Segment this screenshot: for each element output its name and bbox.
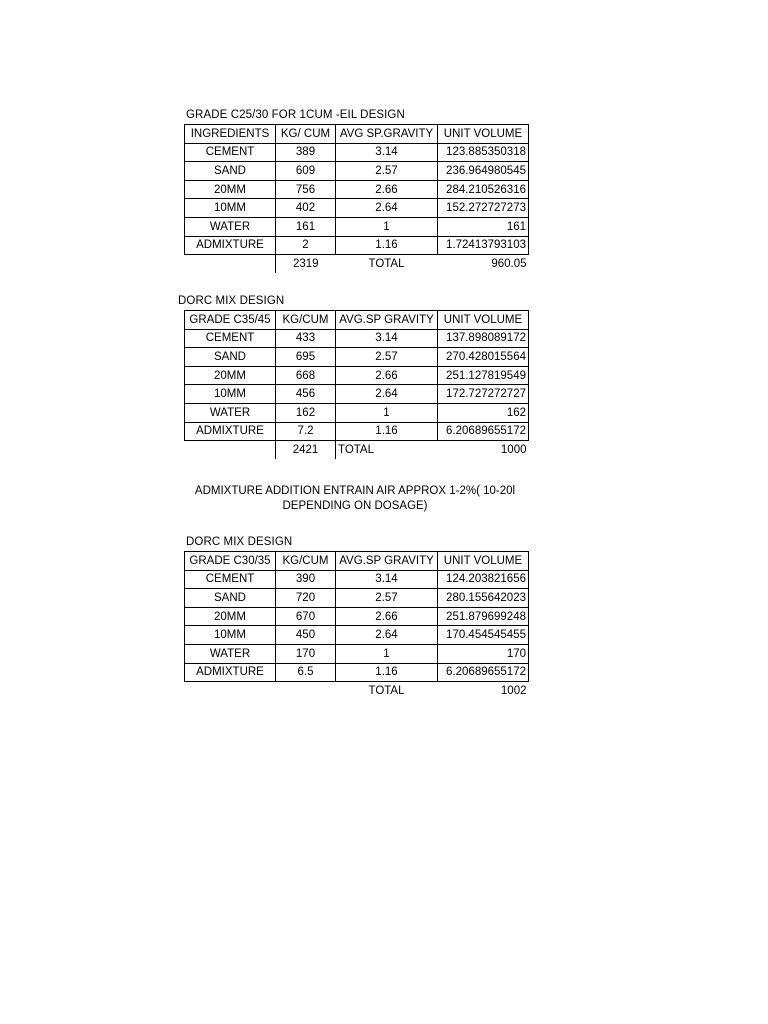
mix-design-table-c35-45 bbox=[184, 310, 529, 459]
table-row bbox=[185, 366, 529, 385]
column-header: INGREDIENTS bbox=[185, 125, 276, 144]
note-line: DEPENDING ON DOSAGE) bbox=[282, 500, 428, 512]
column-header: AVG.SP GRAVITY bbox=[336, 311, 438, 330]
table2-caption: DORC MIX DESIGN bbox=[178, 295, 285, 307]
kg-cell: 456 bbox=[276, 385, 336, 404]
empty-cell bbox=[185, 682, 276, 700]
ingredient-cell: SAND bbox=[185, 348, 276, 367]
volume-cell: 236.964980545 bbox=[438, 162, 529, 181]
total-label: TOTAL bbox=[368, 257, 405, 270]
volume-cell: 162 bbox=[438, 403, 529, 422]
table-row bbox=[185, 403, 529, 422]
ingredient-cell: 20MM bbox=[185, 607, 276, 626]
volume-cell: 1.72413793103 bbox=[438, 236, 529, 255]
volume-cell: 251.127819549 bbox=[438, 366, 529, 385]
total-kg: 2421 bbox=[276, 441, 336, 459]
table-row bbox=[185, 162, 529, 181]
gravity-cell: 1 bbox=[336, 644, 438, 663]
kg-cell: 609 bbox=[276, 162, 336, 181]
table-row bbox=[185, 385, 529, 404]
total-row bbox=[185, 255, 529, 273]
kg-cell: 668 bbox=[276, 366, 336, 385]
kg-cell: 162 bbox=[276, 403, 336, 422]
ingredient-cell: CEMENT bbox=[185, 570, 276, 589]
volume-cell: 123.885350318 bbox=[438, 143, 529, 162]
ingredient-cell: WATER bbox=[185, 644, 276, 663]
table-row bbox=[185, 644, 529, 663]
kg-cell: 433 bbox=[276, 329, 336, 348]
gravity-cell: 2.64 bbox=[336, 385, 438, 404]
volume-cell: 6.20689655172 bbox=[438, 663, 529, 682]
gravity-cell: 2.64 bbox=[336, 199, 438, 218]
gravity-cell: 3.14 bbox=[336, 143, 438, 162]
gravity-cell: 1.16 bbox=[336, 663, 438, 682]
volume-cell: 170.454545455 bbox=[438, 626, 529, 645]
gravity-cell: 2.57 bbox=[336, 589, 438, 608]
total-label: TOTAL bbox=[368, 684, 405, 697]
table-row bbox=[185, 607, 529, 626]
volume-cell: 6.20689655172 bbox=[438, 422, 529, 441]
table-row bbox=[185, 180, 529, 199]
admixture-note bbox=[180, 484, 530, 514]
kg-cell: 402 bbox=[276, 199, 336, 218]
column-header: GRADE C30/35 bbox=[185, 552, 276, 571]
table-row bbox=[185, 626, 529, 645]
ingredient-cell: CEMENT bbox=[185, 329, 276, 348]
kg-cell: 7.2 bbox=[276, 422, 336, 441]
total-row bbox=[185, 682, 529, 700]
column-header: UNIT VOLUME bbox=[438, 125, 529, 144]
gravity-cell: 3.14 bbox=[336, 570, 438, 589]
table-row bbox=[185, 329, 529, 348]
gravity-cell: 2.66 bbox=[336, 607, 438, 626]
total-volume: 1002 bbox=[500, 684, 527, 697]
kg-cell: 390 bbox=[276, 570, 336, 589]
gravity-cell: 2.66 bbox=[336, 366, 438, 385]
kg-cell: 170 bbox=[276, 644, 336, 663]
volume-cell: 152.272727273 bbox=[438, 199, 529, 218]
total-row bbox=[185, 441, 529, 459]
note-line: ADMIXTURE ADDITION ENTRAIN AIR APPROX 1-2%( 10-20l bbox=[194, 485, 516, 497]
gravity-cell: 1.16 bbox=[336, 236, 438, 255]
column-header: KG/CUM bbox=[276, 552, 336, 571]
mix-design-table-c25-30 bbox=[184, 124, 529, 273]
table-row bbox=[185, 589, 529, 608]
empty-cell bbox=[185, 441, 276, 459]
kg-cell: 450 bbox=[276, 626, 336, 645]
kg-cell: 695 bbox=[276, 348, 336, 367]
table-row bbox=[185, 422, 529, 441]
total-volume: 960.05 bbox=[491, 257, 527, 270]
table-header-row bbox=[185, 125, 529, 144]
table-row bbox=[185, 217, 529, 236]
column-header: UNIT VOLUME bbox=[438, 552, 529, 571]
table-header-row bbox=[185, 311, 529, 330]
column-header: AVG SP.GRAVITY bbox=[336, 125, 438, 144]
table-row bbox=[185, 199, 529, 218]
table-row bbox=[185, 236, 529, 255]
table-row bbox=[185, 570, 529, 589]
ingredient-cell: CEMENT bbox=[185, 143, 276, 162]
table3-caption: DORC MIX DESIGN bbox=[186, 536, 293, 548]
ingredient-cell: WATER bbox=[185, 403, 276, 422]
volume-cell: 124.203821656 bbox=[438, 570, 529, 589]
ingredient-cell: 10MM bbox=[185, 626, 276, 645]
table-row bbox=[185, 348, 529, 367]
gravity-cell: 1 bbox=[336, 403, 438, 422]
ingredient-cell: WATER bbox=[185, 217, 276, 236]
volume-cell: 170 bbox=[438, 644, 529, 663]
empty-cell bbox=[276, 682, 336, 700]
column-header: UNIT VOLUME bbox=[438, 311, 529, 330]
ingredient-cell: 10MM bbox=[185, 199, 276, 218]
column-header: AVG.SP GRAVITY bbox=[336, 552, 438, 571]
gravity-cell: 1 bbox=[336, 217, 438, 236]
volume-cell: 284.210526316 bbox=[438, 180, 529, 199]
gravity-cell: 2.66 bbox=[336, 180, 438, 199]
ingredient-cell: ADMIXTURE bbox=[185, 663, 276, 682]
mix-design-table-c30-35 bbox=[184, 551, 529, 700]
ingredient-cell: 20MM bbox=[185, 180, 276, 199]
table-row bbox=[185, 143, 529, 162]
volume-cell: 137.898089172 bbox=[438, 329, 529, 348]
volume-cell: 280.155642023 bbox=[438, 589, 529, 608]
total-label: TOTAL bbox=[336, 441, 438, 459]
gravity-cell: 3.14 bbox=[336, 329, 438, 348]
kg-cell: 2 bbox=[276, 236, 336, 255]
ingredient-cell: SAND bbox=[185, 162, 276, 181]
kg-cell: 389 bbox=[276, 143, 336, 162]
column-header: KG/ CUM bbox=[276, 125, 336, 144]
volume-cell: 251.879699248 bbox=[438, 607, 529, 626]
gravity-cell: 1.16 bbox=[336, 422, 438, 441]
volume-cell: 161 bbox=[438, 217, 529, 236]
kg-cell: 756 bbox=[276, 180, 336, 199]
column-header: KG/CUM bbox=[276, 311, 336, 330]
kg-cell: 720 bbox=[276, 589, 336, 608]
kg-cell: 161 bbox=[276, 217, 336, 236]
column-header: GRADE C35/45 bbox=[185, 311, 276, 330]
gravity-cell: 2.57 bbox=[336, 162, 438, 181]
empty-cell bbox=[185, 255, 276, 273]
ingredient-cell: SAND bbox=[185, 589, 276, 608]
table-header-row bbox=[185, 552, 529, 571]
total-kg: 2319 bbox=[276, 255, 336, 273]
kg-cell: 6.5 bbox=[276, 663, 336, 682]
ingredient-cell: ADMIXTURE bbox=[185, 236, 276, 255]
kg-cell: 670 bbox=[276, 607, 336, 626]
gravity-cell: 2.57 bbox=[336, 348, 438, 367]
ingredient-cell: 20MM bbox=[185, 366, 276, 385]
table-row bbox=[185, 663, 529, 682]
total-volume: 1000 bbox=[500, 443, 527, 456]
table1-caption: GRADE C25/30 FOR 1CUM -EIL DESIGN bbox=[186, 109, 405, 121]
volume-cell: 270.428015564 bbox=[438, 348, 529, 367]
ingredient-cell: ADMIXTURE bbox=[185, 422, 276, 441]
gravity-cell: 2.64 bbox=[336, 626, 438, 645]
ingredient-cell: 10MM bbox=[185, 385, 276, 404]
volume-cell: 172.727272727 bbox=[438, 385, 529, 404]
